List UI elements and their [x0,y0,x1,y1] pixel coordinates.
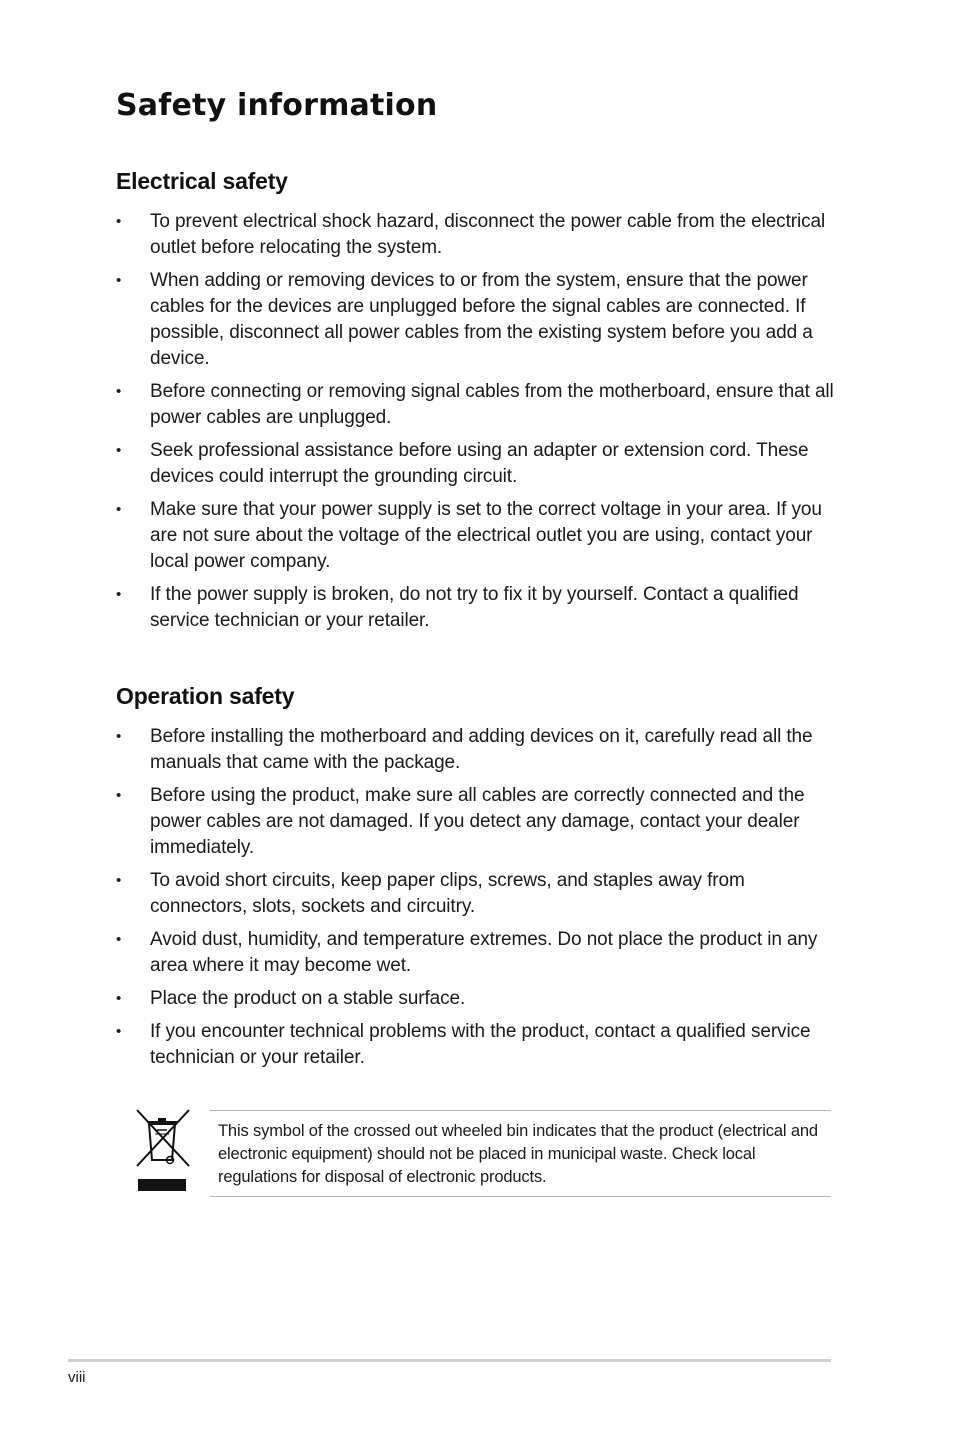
operation-safety-heading: Operation safety [116,683,295,709]
list-item [116,438,836,490]
bullet-icon: • [116,872,122,889]
list-item [116,1019,836,1071]
list-item-text: When adding or removing devices to or from the system, ensure that the power cables for the devices are unplugged before the signal cables are connected. If possible, disconnect all power cables from the existing system before you add a device. [150,270,813,369]
list-item-text: If the power supply is broken, do not try to fix it by yourself. Contact a qualified service technician or your retailer. [150,584,799,631]
operation-safety-list [116,724,836,1071]
list-item [116,868,836,920]
bullet-icon: • [116,931,122,948]
bullet-icon: • [116,501,122,518]
notice-text: This symbol of the crossed out wheeled bin indicates that the product (electrical and electronic equipment) should not be placed in municipal waste. Check local regulations for disposal of electronic products. [218,1122,818,1186]
list-item-text: Before installing the motherboard and adding devices on it, carefully read all the manuals that came with the package. [150,726,813,773]
list-item-text: Place the product on a stable surface. [150,988,466,1009]
bullet-icon: • [116,990,122,1007]
list-item [116,209,836,261]
bullet-icon: • [116,586,122,603]
list-item-text: To prevent electrical shock hazard, disconnect the power cable from the electrical outlet before relocating the system. [150,211,826,258]
footer-divider [68,1359,831,1362]
list-item [116,497,836,575]
page-title: Safety information [116,88,438,123]
list-item-text: Avoid dust, humidity, and temperature extremes. Do not place the product in any area where it may become wet. [150,929,818,976]
electrical-safety-section [116,168,836,641]
bullet-icon: • [116,213,122,230]
bullet-icon: • [116,383,122,400]
electrical-safety-list [116,209,836,634]
notice-text-box [210,1110,831,1197]
list-item [116,927,836,979]
page-number: viii [68,1369,86,1386]
bullet-icon: • [116,1023,122,1040]
list-item-text: Before using the product, make sure all cables are correctly connected and the power cables are not damaged. If you detect any damage, contact your dealer immediately. [150,785,805,858]
operation-safety-section [116,683,836,1078]
list-item-text: If you encounter technical problems with the product, contact a qualified service technician or your retailer. [150,1021,811,1068]
list-item-text: To avoid short circuits, keep paper clips, screws, and staples away from connectors, slots, sockets and circuitry. [150,870,745,917]
weee-disposal-notice [133,1108,831,1198]
bullet-icon: • [116,787,122,804]
list-item [116,379,836,431]
list-item-text: Make sure that your power supply is set to the correct voltage in your area. If you are not sure about the voltage of the electrical outlet you are using, contact your local power company. [150,499,822,572]
bullet-icon: • [116,272,122,289]
list-item [116,783,836,861]
list-item [116,582,836,634]
bullet-icon: • [116,728,122,745]
list-item-text: Seek professional assistance before using an adapter or extension cord. These devices could interrupt the grounding circuit. [150,440,809,487]
electrical-safety-heading: Electrical safety [116,168,288,194]
list-item [116,268,836,372]
list-item-text: Before connecting or removing signal cables from the motherboard, ensure that all power cables are unplugged. [150,381,834,428]
list-item [116,724,836,776]
crossed-out-wheeled-bin-icon [133,1108,193,1194]
list-item [116,986,836,1012]
bullet-icon: • [116,442,122,459]
